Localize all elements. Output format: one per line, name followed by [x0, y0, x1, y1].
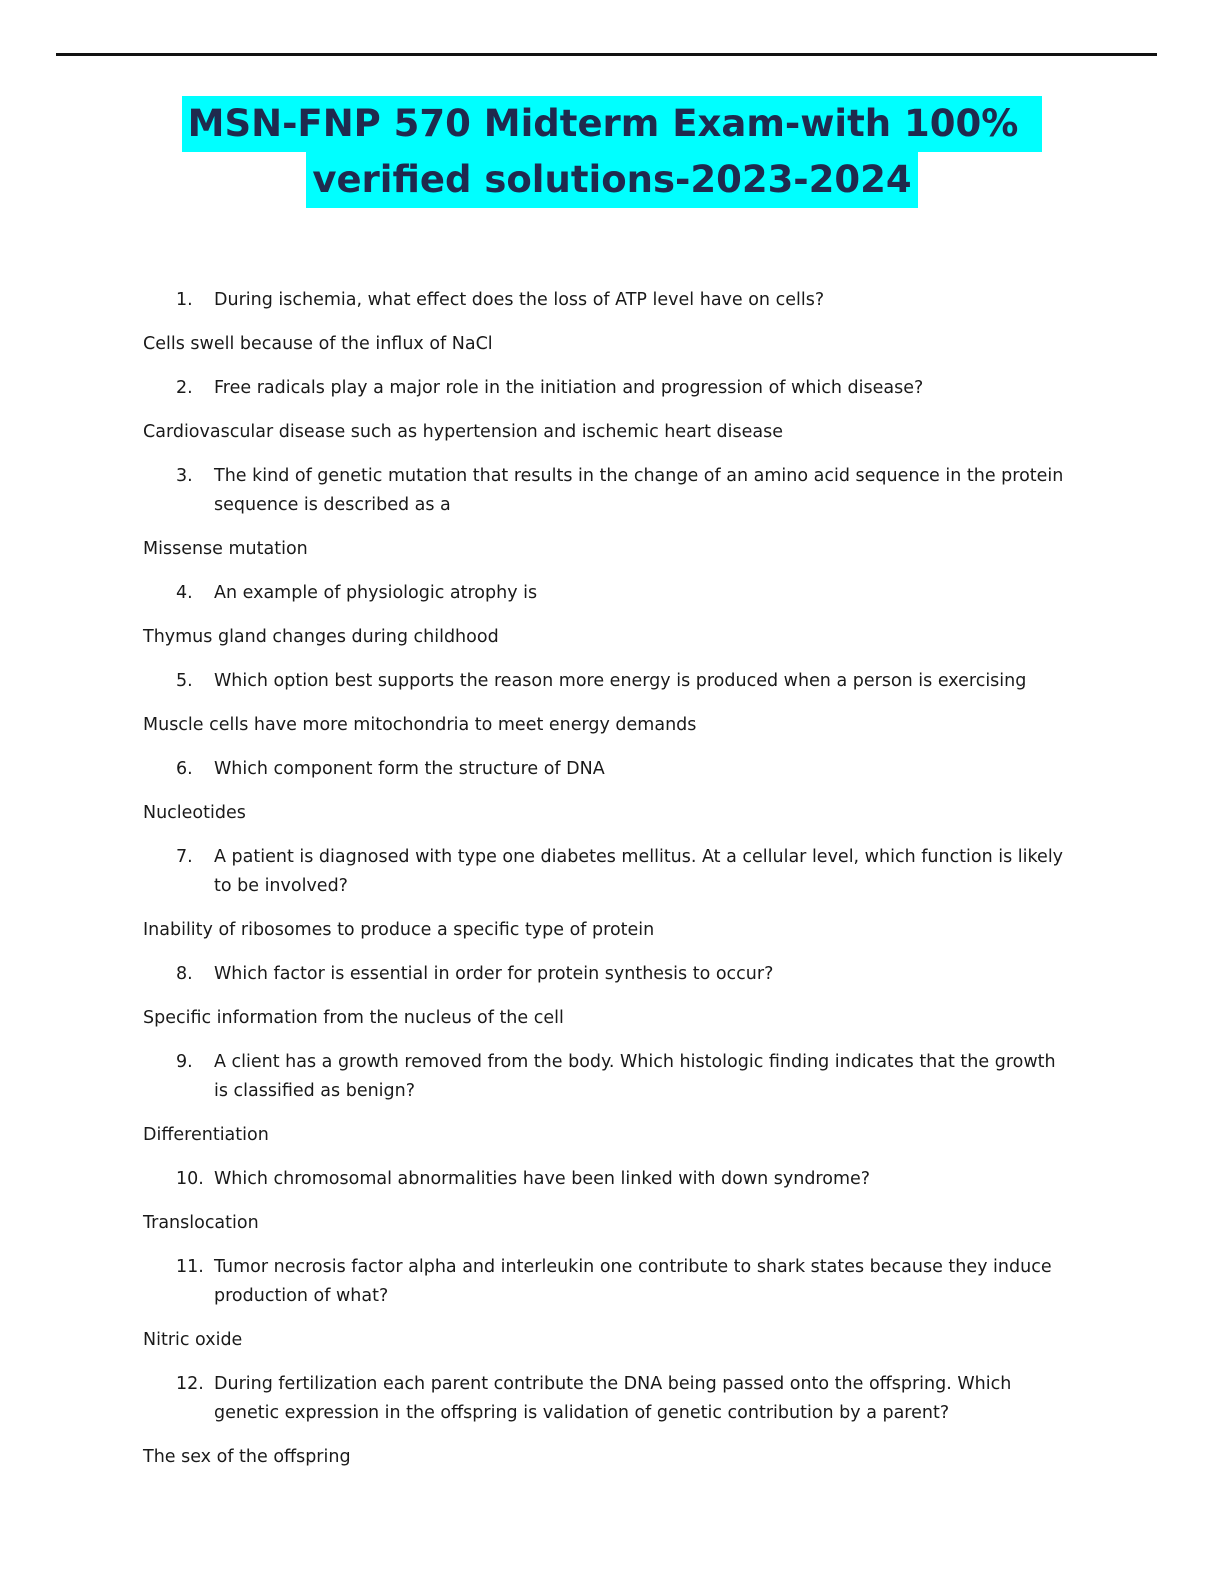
question-text: Tumor necrosis factor alpha and interleukin one contribute to shark states because they induce production of what? [214, 1257, 1052, 1306]
top-divider [56, 53, 1157, 56]
question-item [176, 1370, 1074, 1428]
question-answer-list [0, 286, 1224, 1487]
answer-text: Muscle cells have more mitochondria to meet energy demands [143, 715, 697, 735]
question-text: During ischemia, what effect does the loss of ATP level have on cells? [214, 290, 825, 310]
answer-text: Differentiation [143, 1125, 269, 1145]
question-number: 6. [176, 759, 193, 779]
question-item [176, 667, 1074, 696]
question-text: Which factor is essential in order for protein synthesis to occur? [214, 964, 774, 984]
question-number: 12. [176, 1374, 204, 1394]
answer-text: Cardiovascular disease such as hypertension and ischemic heart disease [143, 422, 783, 442]
question-number: 5. [176, 671, 193, 691]
question-item [176, 286, 1074, 315]
question-item [176, 843, 1074, 901]
document-title [0, 96, 1224, 208]
question-number: 9. [176, 1052, 193, 1072]
answer-text: The sex of the offspring [143, 1447, 351, 1467]
answer-text: Specific information from the nucleus of the cell [143, 1008, 564, 1028]
question-item [176, 755, 1074, 784]
question-item [176, 462, 1074, 520]
answer-text: Cells swell because of the influx of NaCl [143, 334, 493, 354]
answer-text: Thymus gland changes during childhood [143, 627, 499, 647]
question-number: 7. [176, 847, 193, 867]
question-text: Which component form the structure of DNA [214, 759, 605, 779]
answer-text: Nucleotides [143, 803, 246, 823]
question-number: 4. [176, 583, 193, 603]
question-text: Which option best supports the reason more energy is produced when a person is exercising [214, 671, 1027, 691]
question-item [176, 1048, 1074, 1106]
question-text: Which chromosomal abnormalities have been linked with down syndrome? [214, 1169, 871, 1189]
title-line-2: verified solutions-2023-2024 [306, 152, 917, 208]
question-text: The kind of genetic mutation that results in the change of an amino acid sequence in the protein sequence is described as a [214, 466, 1064, 515]
question-text: During fertilization each parent contribute the DNA being passed onto the offspring. Which genetic expression in the offspring is validation of genetic contribution by a parent? [214, 1374, 1012, 1423]
question-number: 3. [176, 466, 193, 486]
question-item [176, 960, 1074, 989]
question-item [176, 579, 1074, 608]
question-text: An example of physiologic atrophy is [214, 583, 538, 603]
answer-text: Translocation [143, 1213, 259, 1233]
title-line-1: MSN-FNP 570 Midterm Exam-with 100% [182, 96, 1043, 152]
question-number: 10. [176, 1169, 204, 1189]
answer-text: Inability of ribosomes to produce a specific type of protein [143, 920, 655, 940]
question-text: Free radicals play a major role in the initiation and progression of which disease? [214, 378, 924, 398]
question-item [176, 1253, 1074, 1311]
question-text: A client has a growth removed from the body. Which histologic finding indicates that the growth is classified as benign? [214, 1052, 1056, 1101]
question-number: 8. [176, 964, 193, 984]
question-text: A patient is diagnosed with type one diabetes mellitus. At a cellular level, which function is likely to be involved? [214, 847, 1064, 896]
question-number: 11. [176, 1257, 204, 1277]
answer-text: Nitric oxide [143, 1330, 243, 1350]
question-item [176, 1165, 1074, 1194]
answer-text: Missense mutation [143, 539, 308, 559]
question-item [176, 374, 1074, 403]
question-number: 1. [176, 290, 193, 310]
question-number: 2. [176, 378, 193, 398]
